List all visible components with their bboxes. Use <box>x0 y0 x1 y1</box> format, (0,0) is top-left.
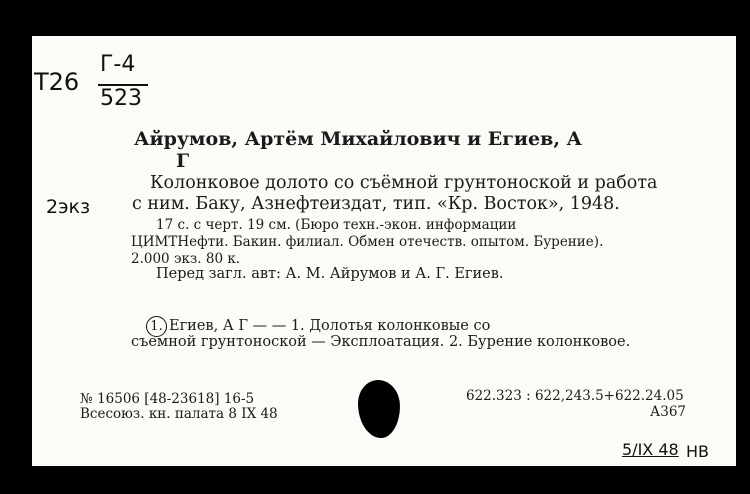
classification-line2: А367 <box>650 404 686 420</box>
call-number-bottom: 523 <box>100 86 142 111</box>
card-description-line3: 2.000 экз. 80 к. <box>131 251 241 267</box>
tracing-text-line1: Егиев, А Г — — 1. Долотья колонковые со <box>169 318 491 334</box>
handwritten-initials: НВ <box>686 442 710 461</box>
card-description-line1: 17 с. с черт. 19 см. (Бюро техн.-экон. информации <box>156 217 517 233</box>
card-title-line1: Колонковое долото со съёмной грунтоноской и работа <box>150 173 658 193</box>
call-number-prefix: T26 <box>34 68 80 96</box>
handwritten-date: 5/IX 48 <box>622 440 679 459</box>
card-heading-line2: Г <box>176 150 190 172</box>
registration-line2: Всесоюз. кн. палата 8 IX 48 <box>80 406 278 422</box>
classification-line1: 622.323 : 622,243.5+622.24.05 <box>466 388 684 404</box>
card-title-line2: с ним. Баку, Азнефтеиздат, тип. «Кр. Восток», 1948. <box>132 194 620 214</box>
card-description-line2: ЦИМТНефти. Бакин. филиал. Обмен отечеств. опытом. Бурение). <box>131 234 604 250</box>
card-heading-line1: Айрумов, Артём Михайлович и Егиев, А <box>134 128 583 150</box>
card-note: Перед загл. авт: А. М. Айрумов и А. Г. Егиев. <box>156 266 504 282</box>
card-tracing-line2: съемной грунтоноской — Эксплоатация. 2. Бурение колонковое. <box>131 334 631 350</box>
registration-line1: № 16506 [48-23618] 16-5 <box>80 391 255 407</box>
copies-note: 2экз <box>46 196 91 218</box>
call-number-top: Г-4 <box>100 52 136 77</box>
tracing-number-circle: 1. <box>146 316 167 337</box>
